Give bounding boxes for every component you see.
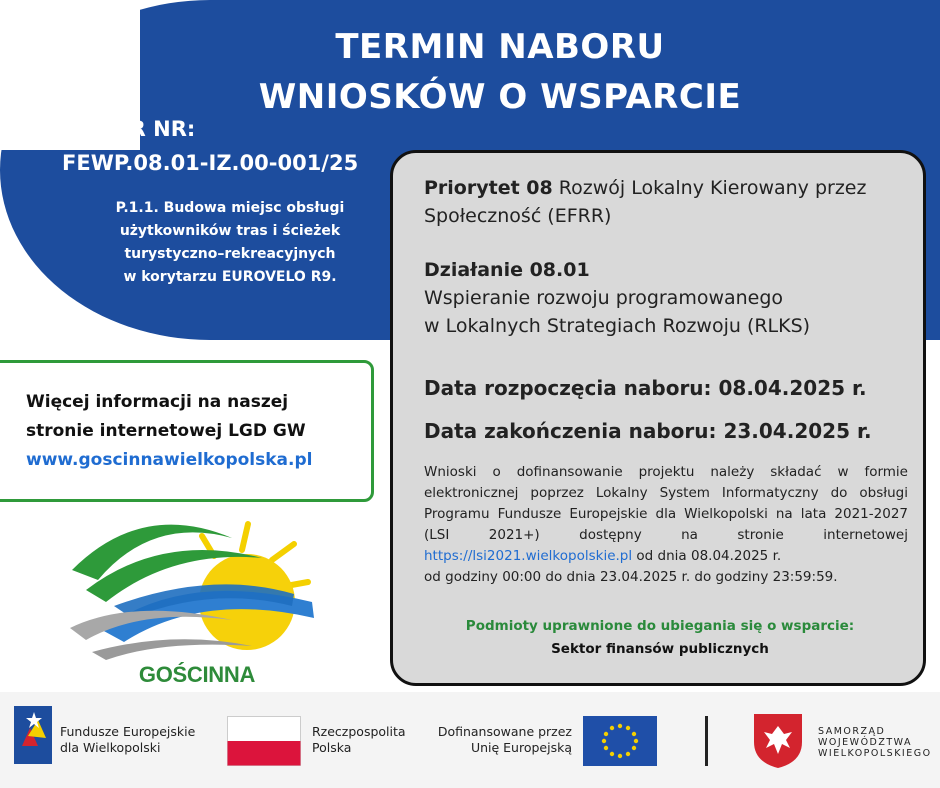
page-title: TERMIN NABORU WNIOSKÓW O WSPARCIE — [258, 27, 742, 117]
scope-description: P.1.1. Budowa miejsc obsługi użytkowników tras i ścieżek turystyczno–rekreacyjnych w korytarzu EUROVELO R9. — [115, 200, 345, 285]
wielkopolska-crest-icon — [752, 712, 804, 770]
website-link[interactable]: www.goscinnawielkopolska.pl — [26, 450, 313, 470]
call-number: NABÓR NR: FEWP.08.01-IZ.00-001/25 — [62, 117, 359, 175]
lsi-link[interactable]: https://lsi2021.wielkopolskie.pl — [424, 548, 633, 564]
samorzad-text: SAMORZĄD WOJEWÓDZTWA WIELKOPOLSKIEGO — [818, 726, 932, 759]
eu-text: Dofinansowane przez Unię Europejską — [437, 724, 572, 755]
eligible-label: Podmioty uprawnione do ubiegania się o wsparcie: — [465, 618, 855, 634]
start-date: Data rozpoczęcia naboru: 08.04.2025 r. — [424, 376, 867, 400]
eu-flag-icon — [583, 716, 657, 766]
lgd-logo-name: GOŚCINNA — [138, 662, 256, 687]
end-date: Data zakończenia naboru: 23.04.2025 r. — [424, 419, 872, 443]
fe-logo-icon — [14, 706, 52, 764]
rp-text: Rzeczpospolita Polska — [312, 724, 406, 755]
priority-text: Priorytet 08 Rozwój Lokalny Kierowany przez Społeczność (EFRR) — [424, 177, 867, 227]
footer-divider — [705, 716, 708, 766]
lgd-logo-icon — [62, 510, 332, 670]
more-info-line1: Więcej informacji na naszej — [26, 392, 289, 412]
more-info-line2: stronie internetowej LGD GW — [26, 421, 306, 441]
application-info: Wnioski o dofinansowanie projektu należy składać w formie elektronicznej poprzez Lokalny System Informatyczny do obsługi Programu Fundusze Europejskie dla Wielkopolski na lata 2021-2027 (LSI 2021+) dostępny na stronie internetowej https://lsi2021.wielkopolskie.pl od dnia 08.04.2025 r. od godziny 00:00 do dnia 23.04.2025 r. do godziny 23:59:59. — [424, 464, 908, 585]
info-card — [390, 150, 926, 686]
eligible-value: Sektor finansów publicznych — [551, 641, 769, 657]
pl-flag-icon — [227, 716, 301, 766]
measure-text: Działanie 08.01 Wspieranie rozwoju programowanego w Lokalnych Strategiach Rozwoju (RLKS) — [424, 259, 811, 337]
fe-text: Fundusze Europejskie dla Wielkopolski — [60, 724, 196, 755]
